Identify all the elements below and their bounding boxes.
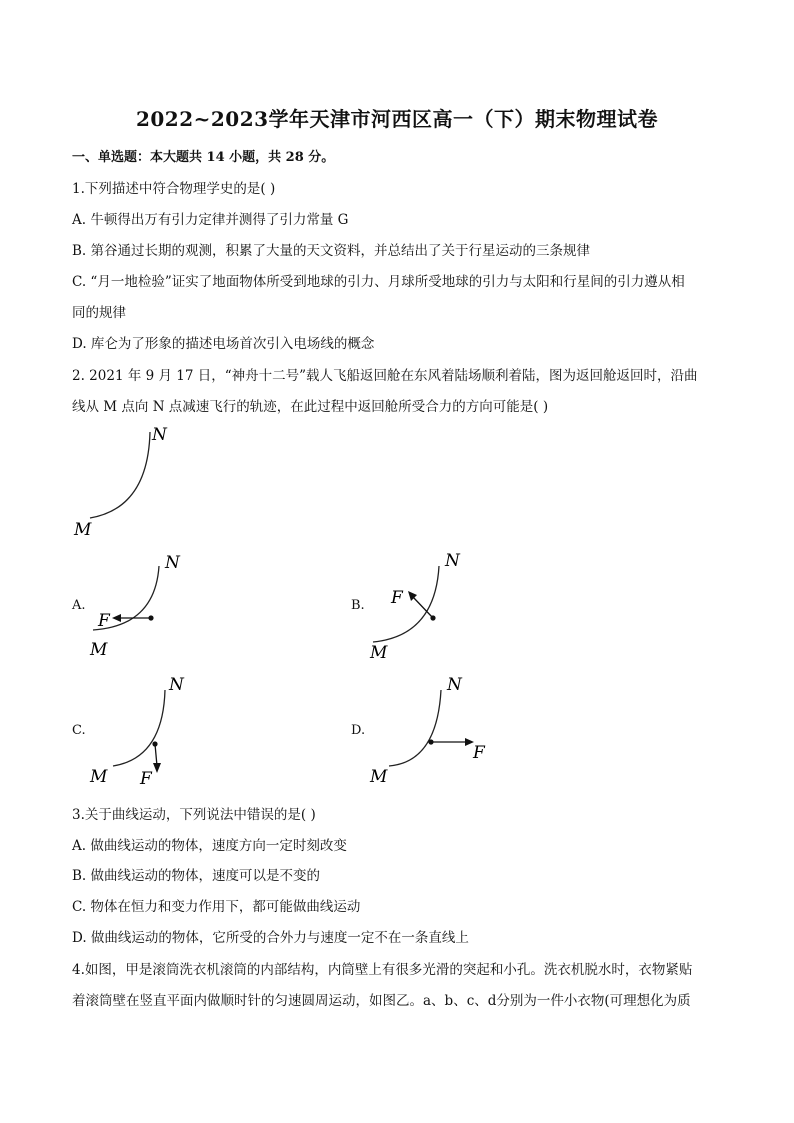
trajectory-figure (60, 420, 200, 550)
point-m-label: M (370, 767, 388, 787)
question-4-stem: 4.如图，甲是滚筒洗衣机滚筒的内部结构，内筒壁上有很多光滑的突起和小孔。洗衣机脱水时，衣物紧贴 (72, 962, 693, 978)
point-n-label: N (445, 551, 460, 571)
point-m-label: M (90, 767, 108, 787)
point-n-label: N (165, 553, 180, 573)
question-2-stem: 2. 2021 年 9 月 17 日，“神舟十二号”载人飞船返回舱在东风着陆场顺利着陆，图为返回舱返回时，沿曲 (72, 368, 698, 384)
question-4-stem-cont: 着滚筒壁在竖直平面内做顺时针的匀速圆周运动，如图乙。a、b、c、d分别为一件小衣物(可理想化为质 (72, 993, 691, 1009)
section-heading: 一、单选题：本大题共 14 小题，共 28 分。 (72, 150, 335, 165)
point-n-label: N (152, 425, 167, 445)
point-m-label: M (90, 640, 108, 660)
question-1-option-c: C. “月一地检验”证实了地面物体所受到地球的引力、月球所受地球的引力与太阳和行星间的引力遵从相 (72, 274, 685, 290)
option-a-label: A. (72, 598, 86, 613)
point-n-label: N (169, 675, 184, 695)
question-1-option-d: D. 库仑为了形象的描述电场首次引入电场线的概念 (72, 336, 375, 352)
page-title: 2022~2023学年天津市河西区高一（下）期末物理试卷 (135, 107, 659, 131)
option-d-label: D. (351, 723, 366, 738)
question-1-stem: 1.下列描述中符合物理学史的是( ) (72, 181, 276, 197)
point-n-label: N (447, 675, 462, 695)
question-3-option-a: A. 做曲线运动的物体，速度方向一定时刻改变 (72, 838, 347, 854)
option-b-label: B. (351, 598, 365, 613)
question-3-option-d: D. 做曲线运动的物体，它所受的合外力与速度一定不在一条直线上 (72, 930, 469, 946)
question-3-option-c: C. 物体在恒力和变力作用下，都可能做曲线运动 (72, 899, 361, 915)
force-label: F (391, 588, 403, 608)
option-b-figure (365, 548, 475, 663)
question-3-stem: 3.关于曲线运动，下列说法中错误的是( ) (72, 807, 316, 823)
option-a-figure (85, 548, 195, 663)
question-1-option-c-cont: 同的规律 (72, 305, 126, 321)
question-2-stem-cont: 线从 M 点向 N 点减速飞行的轨迹，在此过程中返回舱所受合力的方向可能是( ) (72, 399, 549, 415)
option-c-label: C. (72, 723, 86, 738)
force-label: F (473, 743, 485, 763)
option-d-figure (365, 674, 495, 789)
force-label: F (98, 611, 110, 631)
question-1-option-b: B. 第谷通过长期的观测，积累了大量的天文资料，并总结出了关于行星运动的三条规律 (72, 243, 591, 259)
option-c-figure (85, 674, 195, 789)
force-label: F (140, 769, 152, 789)
question-3-option-b: B. 做曲线运动的物体，速度可以是不变的 (72, 868, 321, 884)
question-1-option-a: A. 牛顿得出万有引力定律并测得了引力常量 G (72, 212, 349, 228)
point-m-label: M (370, 643, 388, 663)
point-m-label: M (74, 520, 92, 540)
